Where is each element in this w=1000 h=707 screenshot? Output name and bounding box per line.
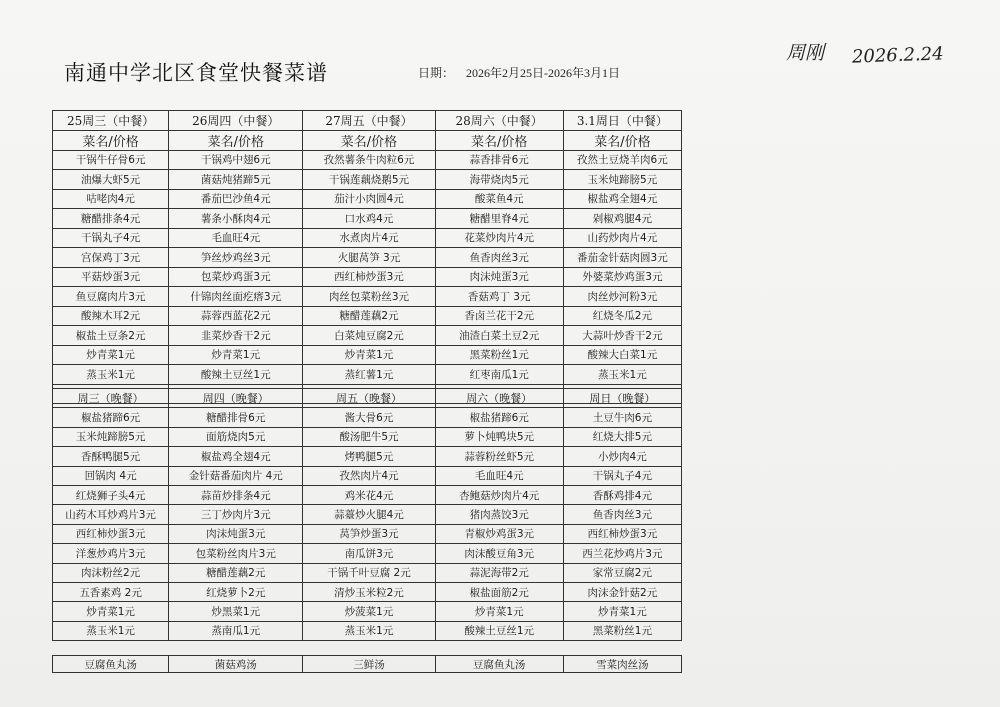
- table-row: [53, 524, 682, 543]
- day-header: 3.1周日（中餐）: [563, 111, 681, 131]
- dish-cell: 孜然薯条牛肉粒6元: [303, 150, 435, 170]
- dish-cell: 玉米炖蹄膀5元: [53, 427, 169, 446]
- dish-cell: 椒盐土豆条2元: [53, 326, 169, 346]
- dish-cell: 红烧萝卜2元: [169, 582, 303, 601]
- table-row: [53, 326, 682, 346]
- day-header: 周三（晚餐）: [53, 389, 169, 408]
- dish-cell: 山药木耳炒鸡片3元: [53, 505, 169, 524]
- day-header: 26周四（中餐）: [169, 111, 303, 131]
- dinner-day-header-row: [53, 389, 682, 408]
- dish-cell: 薯条小酥肉4元: [169, 209, 303, 229]
- lunch-subheader-row: [53, 130, 682, 150]
- column-subheader: 菜名/价格: [303, 130, 435, 150]
- table-row: [53, 427, 682, 446]
- dish-cell: 酸辣土豆丝1元: [435, 621, 563, 640]
- dish-cell: 笋丝炒鸡丝3元: [169, 248, 303, 268]
- dish-cell: 蒸玉米1元: [303, 621, 435, 640]
- dish-cell: 油爆大虾5元: [53, 170, 169, 190]
- handwritten-signature: 周刚: [786, 42, 825, 64]
- table-row: [53, 447, 682, 466]
- dish-cell: 猪肉蒸饺3元: [435, 505, 563, 524]
- dish-cell: 包菜炒鸡蛋3元: [169, 267, 303, 287]
- dish-cell: 酸辣木耳2元: [53, 306, 169, 326]
- column-subheader: 菜名/价格: [169, 130, 303, 150]
- dish-cell: 西红柿炒蛋3元: [563, 524, 681, 543]
- dish-cell: 鸡米花4元: [303, 485, 435, 504]
- dish-cell: 肉丝炒河粉3元: [563, 287, 681, 307]
- table-row: [53, 485, 682, 504]
- dish-cell: 什锦肉丝面疙瘩3元: [169, 287, 303, 307]
- dish-cell: 萝卜炖鸭块5元: [435, 427, 563, 446]
- dish-cell: 南瓜饼3元: [303, 544, 435, 563]
- dish-cell: 孜然肉片4元: [303, 466, 435, 485]
- dish-cell: 小炒肉4元: [563, 447, 681, 466]
- dish-cell: 平菇炒蛋3元: [53, 267, 169, 287]
- dish-cell: 回锅肉 4元: [53, 466, 169, 485]
- dish-cell: 水煮肉片4元: [303, 228, 435, 248]
- table-row: [53, 466, 682, 485]
- date-range: 2026年2月25日-2026年3月1日: [466, 66, 620, 80]
- dish-cell: 香菇鸡丁 3元: [435, 287, 563, 307]
- dish-cell: 玉米炖蹄膀5元: [563, 170, 681, 190]
- soup-table: [52, 655, 682, 673]
- dish-cell: 糖醋里脊4元: [435, 209, 563, 229]
- dish-cell: 西兰花炒鸡片3元: [563, 544, 681, 563]
- dish-cell: 番茄金针菇肉圆3元: [563, 248, 681, 268]
- dish-cell: 椒盐猪蹄6元: [435, 408, 563, 427]
- dish-cell: 炒青菜1元: [563, 602, 681, 621]
- dish-cell: 干锅牛仔骨6元: [53, 150, 169, 170]
- dish-cell: 椒盐面筋2元: [435, 582, 563, 601]
- dish-cell: 面筋烧肉5元: [169, 427, 303, 446]
- dish-cell: 红烧冬瓜2元: [563, 306, 681, 326]
- dish-cell: 蒸玉米1元: [53, 365, 169, 385]
- dish-cell: 干锅千叶豆腐 2元: [303, 563, 435, 582]
- dish-cell: 花菜炒肉片4元: [435, 228, 563, 248]
- dish-cell: 肉丝包菜粉丝3元: [303, 287, 435, 307]
- dish-cell: 菌菇炖猪蹄5元: [169, 170, 303, 190]
- dish-cell: 火腿莴笋 3元: [303, 248, 435, 268]
- dish-cell: 番茄巴沙鱼4元: [169, 189, 303, 209]
- dish-cell: 海带烧肉5元: [435, 170, 563, 190]
- dish-cell: 椒盐鸡全翅4元: [563, 189, 681, 209]
- dish-cell: 蒜泥海带2元: [435, 563, 563, 582]
- day-header: 周六（晚餐）: [435, 389, 563, 408]
- table-row: [53, 248, 682, 268]
- lunch-menu-table: [52, 110, 682, 404]
- table-row: [53, 582, 682, 601]
- soup-cell: 豆腐鱼丸汤: [53, 656, 169, 673]
- dish-cell: 鱼豆腐肉片3元: [53, 287, 169, 307]
- dish-cell: 酱大骨6元: [303, 408, 435, 427]
- day-header: 28周六（中餐）: [435, 111, 563, 131]
- dish-cell: 椒盐鸡全翅4元: [169, 447, 303, 466]
- column-subheader: 菜名/价格: [435, 130, 563, 150]
- dish-cell: 烤鸭腿5元: [303, 447, 435, 466]
- dish-cell: 肉沫粉丝2元: [53, 563, 169, 582]
- table-row: [53, 287, 682, 307]
- column-subheader: 菜名/价格: [563, 130, 681, 150]
- dish-cell: 香卤兰花干2元: [435, 306, 563, 326]
- table-row: [53, 408, 682, 427]
- dish-cell: 肉沫金针菇2元: [563, 582, 681, 601]
- dish-cell: 山药炒肉片4元: [563, 228, 681, 248]
- dish-cell: 口水鸡4元: [303, 209, 435, 229]
- soup-row: [53, 656, 682, 673]
- dish-cell: 炒菠菜1元: [303, 602, 435, 621]
- dish-cell: 蒜香排骨6元: [435, 150, 563, 170]
- day-header: 周五（晚餐）: [303, 389, 435, 408]
- dish-cell: 蒸红薯1元: [303, 365, 435, 385]
- table-row: [53, 505, 682, 524]
- dish-cell: 肉沫酸豆角3元: [435, 544, 563, 563]
- dish-cell: 韭菜炒香干2元: [169, 326, 303, 346]
- lunch-day-header-row: [53, 111, 682, 131]
- dish-cell: 糖醋莲藕2元: [303, 306, 435, 326]
- table-row: [53, 189, 682, 209]
- dish-cell: 清炒玉米粒2元: [303, 582, 435, 601]
- dish-cell: 炒青菜1元: [169, 345, 303, 365]
- dish-cell: 土豆牛肉6元: [563, 408, 681, 427]
- dish-cell: 西红柿炒蛋3元: [303, 267, 435, 287]
- day-header: 27周五（中餐）: [303, 111, 435, 131]
- dish-cell: 炒青菜1元: [53, 602, 169, 621]
- dish-cell: 鱼香肉丝3元: [563, 505, 681, 524]
- dish-cell: 白菜炖豆腐2元: [303, 326, 435, 346]
- dish-cell: 大蒜叶炒香干2元: [563, 326, 681, 346]
- dish-cell: 外婆菜炒鸡蛋3元: [563, 267, 681, 287]
- dish-cell: 糖醋莲藕2元: [169, 563, 303, 582]
- dish-cell: 酸辣土豆丝1元: [169, 365, 303, 385]
- dish-cell: 宫保鸡丁3元: [53, 248, 169, 268]
- dish-cell: 黑菜粉丝1元: [435, 345, 563, 365]
- table-row: [53, 365, 682, 385]
- dish-cell: 黑菜粉丝1元: [563, 621, 681, 640]
- day-header: 25周三（中餐）: [53, 111, 169, 131]
- table-row: [53, 602, 682, 621]
- dish-cell: 鱼香肉丝3元: [435, 248, 563, 268]
- column-subheader: 菜名/价格: [53, 130, 169, 150]
- dish-cell: 香酥鸡排4元: [563, 485, 681, 504]
- dish-cell: 蒜蓉西蓝花2元: [169, 306, 303, 326]
- dish-cell: 洋葱炒鸡片3元: [53, 544, 169, 563]
- dish-cell: 肉沫炖蛋3元: [435, 267, 563, 287]
- dish-cell: 糖醋排条4元: [53, 209, 169, 229]
- table-row: [53, 345, 682, 365]
- dish-cell: 咕咾肉4元: [53, 189, 169, 209]
- dish-cell: 包菜粉丝肉片3元: [169, 544, 303, 563]
- dish-cell: 蒜蓉粉丝虾5元: [435, 447, 563, 466]
- dish-cell: 家常豆腐2元: [563, 563, 681, 582]
- date-label: 日期：: [418, 66, 455, 80]
- table-row: [53, 621, 682, 640]
- dish-cell: 红烧狮子头4元: [53, 485, 169, 504]
- dish-cell: 蒸玉米1元: [563, 365, 681, 385]
- dish-cell: 干锅莲藕烧鹅5元: [303, 170, 435, 190]
- day-header: 周日（晚餐）: [563, 389, 681, 408]
- dish-cell: 红烧大排5元: [563, 427, 681, 446]
- dish-cell: 蒜苗炒排条4元: [169, 485, 303, 504]
- dinner-menu-table: [52, 388, 682, 641]
- dish-cell: 酸汤肥牛5元: [303, 427, 435, 446]
- dish-cell: 干锅丸子4元: [563, 466, 681, 485]
- dish-cell: 毛血旺4元: [435, 466, 563, 485]
- dish-cell: 椒盐猪蹄6元: [53, 408, 169, 427]
- dish-cell: 茄汁小肉圆4元: [303, 189, 435, 209]
- dish-cell: 蒸玉米1元: [53, 621, 169, 640]
- dish-cell: 毛血旺4元: [169, 228, 303, 248]
- dish-cell: 红枣南瓜1元: [435, 365, 563, 385]
- soup-cell: 雪菜肉丝汤: [563, 656, 681, 673]
- table-row: [53, 544, 682, 563]
- dish-cell: 炒青菜1元: [435, 602, 563, 621]
- dish-cell: 三丁炒肉片3元: [169, 505, 303, 524]
- page-title: 南通中学北区食堂快餐菜谱: [64, 61, 328, 85]
- dish-cell: 干锅丸子4元: [53, 228, 169, 248]
- table-row: [53, 267, 682, 287]
- dish-cell: 炒黑菜1元: [169, 602, 303, 621]
- soup-cell: 豆腐鱼丸汤: [435, 656, 563, 673]
- handwritten-signature-date: 2026.2.24: [851, 43, 944, 68]
- dish-cell: 西红柿炒蛋3元: [53, 524, 169, 543]
- dish-cell: 油渣白菜土豆2元: [435, 326, 563, 346]
- dish-cell: 杏鲍菇炒肉片4元: [435, 485, 563, 504]
- dish-cell: 酸辣大白菜1元: [563, 345, 681, 365]
- table-row: [53, 306, 682, 326]
- dish-cell: 金针菇番茄肉片 4元: [169, 466, 303, 485]
- dish-cell: 剁椒鸡腿4元: [563, 209, 681, 229]
- dish-cell: 干锅鸡中翅6元: [169, 150, 303, 170]
- dish-cell: 糖醋排骨6元: [169, 408, 303, 427]
- dish-cell: 孜然土豆烧羊肉6元: [563, 150, 681, 170]
- dish-cell: 青椒炒鸡蛋3元: [435, 524, 563, 543]
- dish-cell: 炒青菜1元: [53, 345, 169, 365]
- dish-cell: 香酥鸭腿5元: [53, 447, 169, 466]
- dish-cell: 炒青菜1元: [303, 345, 435, 365]
- table-row: [53, 170, 682, 190]
- table-row: [53, 563, 682, 582]
- dish-cell: 五香素鸡 2元: [53, 582, 169, 601]
- dish-cell: 蒜薹炒火腿4元: [303, 505, 435, 524]
- dish-cell: 肉沫炖蛋3元: [169, 524, 303, 543]
- table-row: [53, 150, 682, 170]
- dish-cell: 莴笋炒蛋3元: [303, 524, 435, 543]
- soup-cell: 菌菇鸡汤: [169, 656, 303, 673]
- table-row: [53, 209, 682, 229]
- soup-cell: 三鲜汤: [303, 656, 435, 673]
- table-row: [53, 228, 682, 248]
- dish-cell: 酸菜鱼4元: [435, 189, 563, 209]
- day-header: 周四（晚餐）: [169, 389, 303, 408]
- dish-cell: 蒸南瓜1元: [169, 621, 303, 640]
